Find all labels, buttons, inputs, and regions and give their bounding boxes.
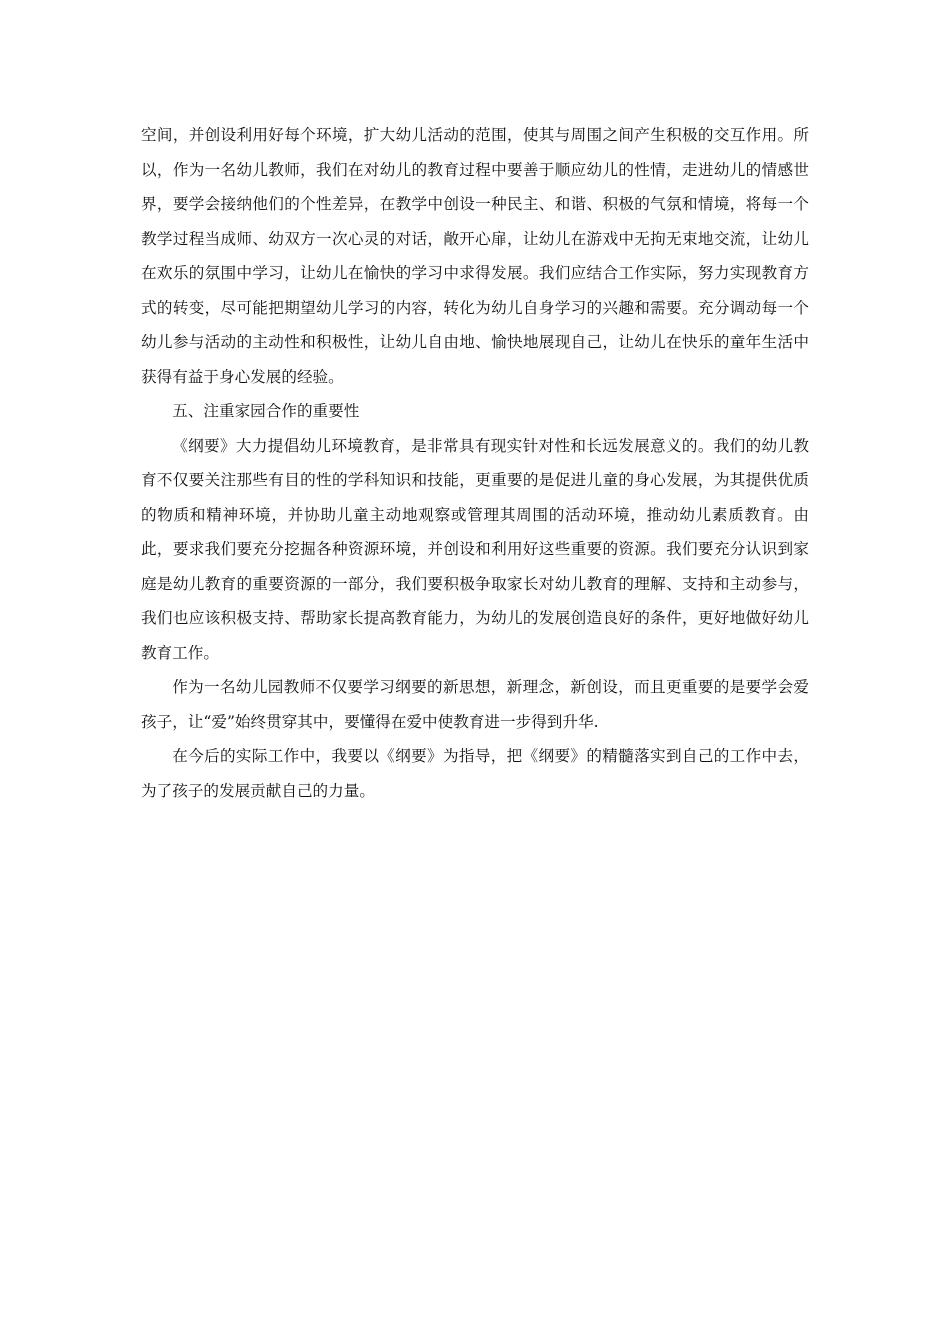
paragraph-conclusion: 在今后的实际工作中，我要以《纲要》为指导，把《纲要》的精髓落实到自己的工作中去，为了孩子的发展贡献自己的力量。 (141, 747, 809, 800)
section-heading-five: 五、注重家园合作的重要性 (172, 402, 360, 420)
paragraph-continuation: 空间，并创设利用好每个环境，扩大幼儿活动的范围，使其与周围之间产生积极的交互作用。所以，作为一名幼儿教师，我们在对幼儿的教育过程中要善于顺应幼儿的性情，走进幼儿的情感世界，要学会接纳他们的个性差异，在教学中创设一种民主、和谐、积极的气氛和情境，将每一个教学过程当成师、幼双方一次心灵的对话，敞开心扉，让幼儿在游戏中无拘无束地交流，让幼儿在欢乐的氛围中学习，让幼儿在愉快的学习中求得发展。我们应结合工作实际，努力实现教育方式的转变，尽可能把期望幼儿学习的内容，转化为幼儿自身学习的兴趣和需要。充分调动每一个幼儿参与活动的主动性和积极性，让幼儿自由地、愉快地展现自己，让幼儿在快乐的童年生活中获得有益于身心发展的经验。 (141, 126, 809, 386)
paragraph-love-children: 作为一名幼儿园教师不仅要学习纲要的新思想，新理念，新创设，而且更重要的是要学会爱孩子，让“爱”始终贯穿其中，要懂得在爱中使教育进一步得到升华. (141, 678, 809, 731)
paragraph-home-school-cooperation: 《纲要》大力提倡幼儿环境教育，是非常具有现实针对性和长远发展意义的。我们的幼儿教育不仅要关注那些有目的性的学科知识和技能，更重要的是促进儿童的身心发展，为其提供优质的物质和精神环境，并协助儿童主动地观察或管理其周围的活动环境，推动幼儿素质教育。由此，要求我们要充分挖掘各种资源环境，并创设和利用好这些重要的资源。我们要充分认识到家庭是幼儿教育的重要资源的一部分，我们要积极争取家长对幼儿教育的理解、支持和主动参与，我们也应该积极支持、帮助家长提高教育能力，为幼儿的发展创造良好的条件，更好地做好幼儿教育工作。 (141, 436, 809, 662)
document-body (141, 118, 809, 808)
